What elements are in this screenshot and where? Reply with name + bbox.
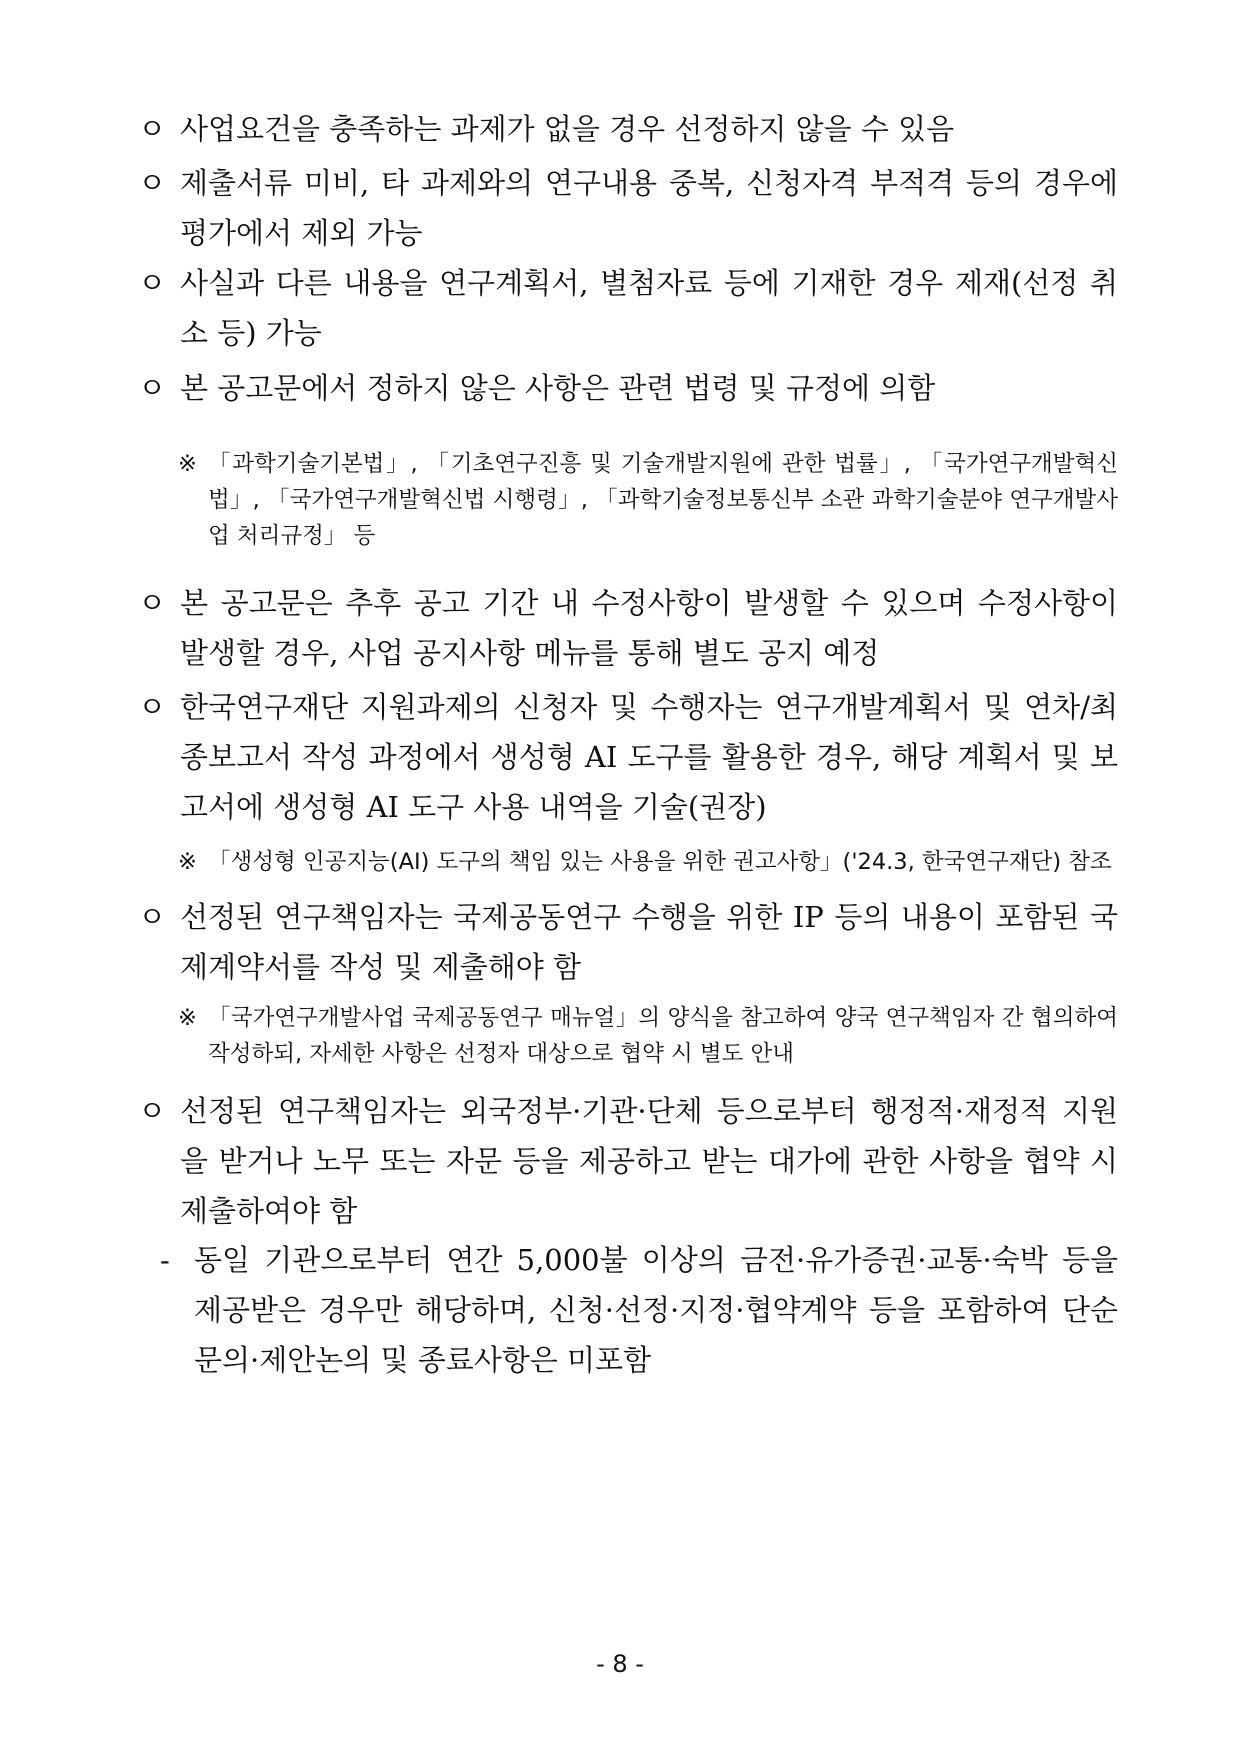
bullet-item [138,682,1118,832]
bullet-marker: ㅇ [138,166,167,200]
note-marker: ※ [178,451,197,477]
bullet-marker: ㅇ [138,266,167,300]
page-number: - 8 - [596,1650,644,1678]
bullet-item [138,104,1118,154]
bullet-marker: ㅇ [138,900,167,934]
bullet-item [138,158,1118,258]
bullet-text: 한국연구재단 지원과제의 신청자 및 수행자는 연구개발계획서 및 연차/최종보고서 작성 과정에서 생성형 AI 도구를 활용한 경우, 해당 계획서 및 보고서에 생성형 AI 도구 사용 내역을 기술(권장) [180,690,1118,824]
bullet-item [138,258,1118,358]
bullet-marker: ㅇ [138,112,167,146]
sub-item-text: 동일 기관으로부터 연간 5,000불 이상의 금전·유가증권·교통·숙박 등을 제공받은 경우만 해당하며, 신청·선정·지정·협약계약 등을 포함하여 단순 문의·제안논의 및 종료사항은 미포함 [194,1243,1118,1377]
bullet-marker: ㅇ [138,371,167,405]
bullet-text: 선정된 연구책임자는 국제공동연구 수행을 위한 IP 등의 내용이 포함된 국제계약서를 작성 및 제출해야 함 [180,900,1118,984]
bullet-marker: ㅇ [138,1094,167,1128]
note-text: 「과학기술기본법」, 「기초연구진흥 및 기술개발지원에 관한 법률」, 「국가연구개발혁신법」, 「국가연구개발혁신법 시행령」, 「과학기술정보통신부 소관 과학기술분야 연구개발사업 처리규정」 등 [208,451,1118,549]
bullet-text: 선정된 연구책임자는 외국정부·기관·단체 등으로부터 행정적·재정적 지원을 받거나 노무 또는 자문 등을 제공하고 받는 대가에 관한 사항을 협약 시 제출하여야 함 [180,1094,1118,1228]
reference-note [178,1000,1118,1072]
bullet-text: 본 공고문은 추후 공고 기간 내 수정사항이 발생할 수 있으며 수정사항이 발생할 경우, 사업 공지사항 메뉴를 통해 별도 공지 예정 [180,586,1118,670]
sub-item [160,1235,1118,1385]
note-text: 「국가연구개발사업 국제공동연구 매뉴얼」의 양식을 참고하여 양국 연구책임자 간 협의하여 작성하되, 자세한 사항은 선정자 대상으로 협약 시 별도 안내 [208,1005,1118,1067]
bullet-item [138,363,1118,413]
bullet-item [138,578,1118,678]
bullet-marker: ㅇ [138,690,167,724]
reference-note [178,446,1118,554]
note-marker: ※ [178,849,197,875]
bullet-marker: ㅇ [138,586,167,620]
note-text: 「생성형 인공지능(AI) 도구의 책임 있는 사용을 위한 권고사항」('24.3, 한국연구재단) 참조 [208,849,1112,875]
note-marker: ※ [178,1005,197,1031]
bullet-text: 사업요건을 충족하는 과제가 없을 경우 선정하지 않을 수 있음 [180,112,955,146]
bullet-text: 본 공고문에서 정하지 않은 사항은 관련 법령 및 규정에 의함 [180,371,936,405]
reference-note [178,844,1118,880]
bullet-text: 사실과 다른 내용을 연구계획서, 별첨자료 등에 기재한 경우 제재(선정 취소 등) 가능 [180,266,1118,350]
dash-marker: - [160,1243,170,1277]
bullet-item [138,1086,1118,1236]
bullet-item [138,892,1118,992]
bullet-text: 제출서류 미비, 타 과제와의 연구내용 중복, 신청자격 부적격 등의 경우에 평가에서 제외 가능 [180,166,1118,250]
